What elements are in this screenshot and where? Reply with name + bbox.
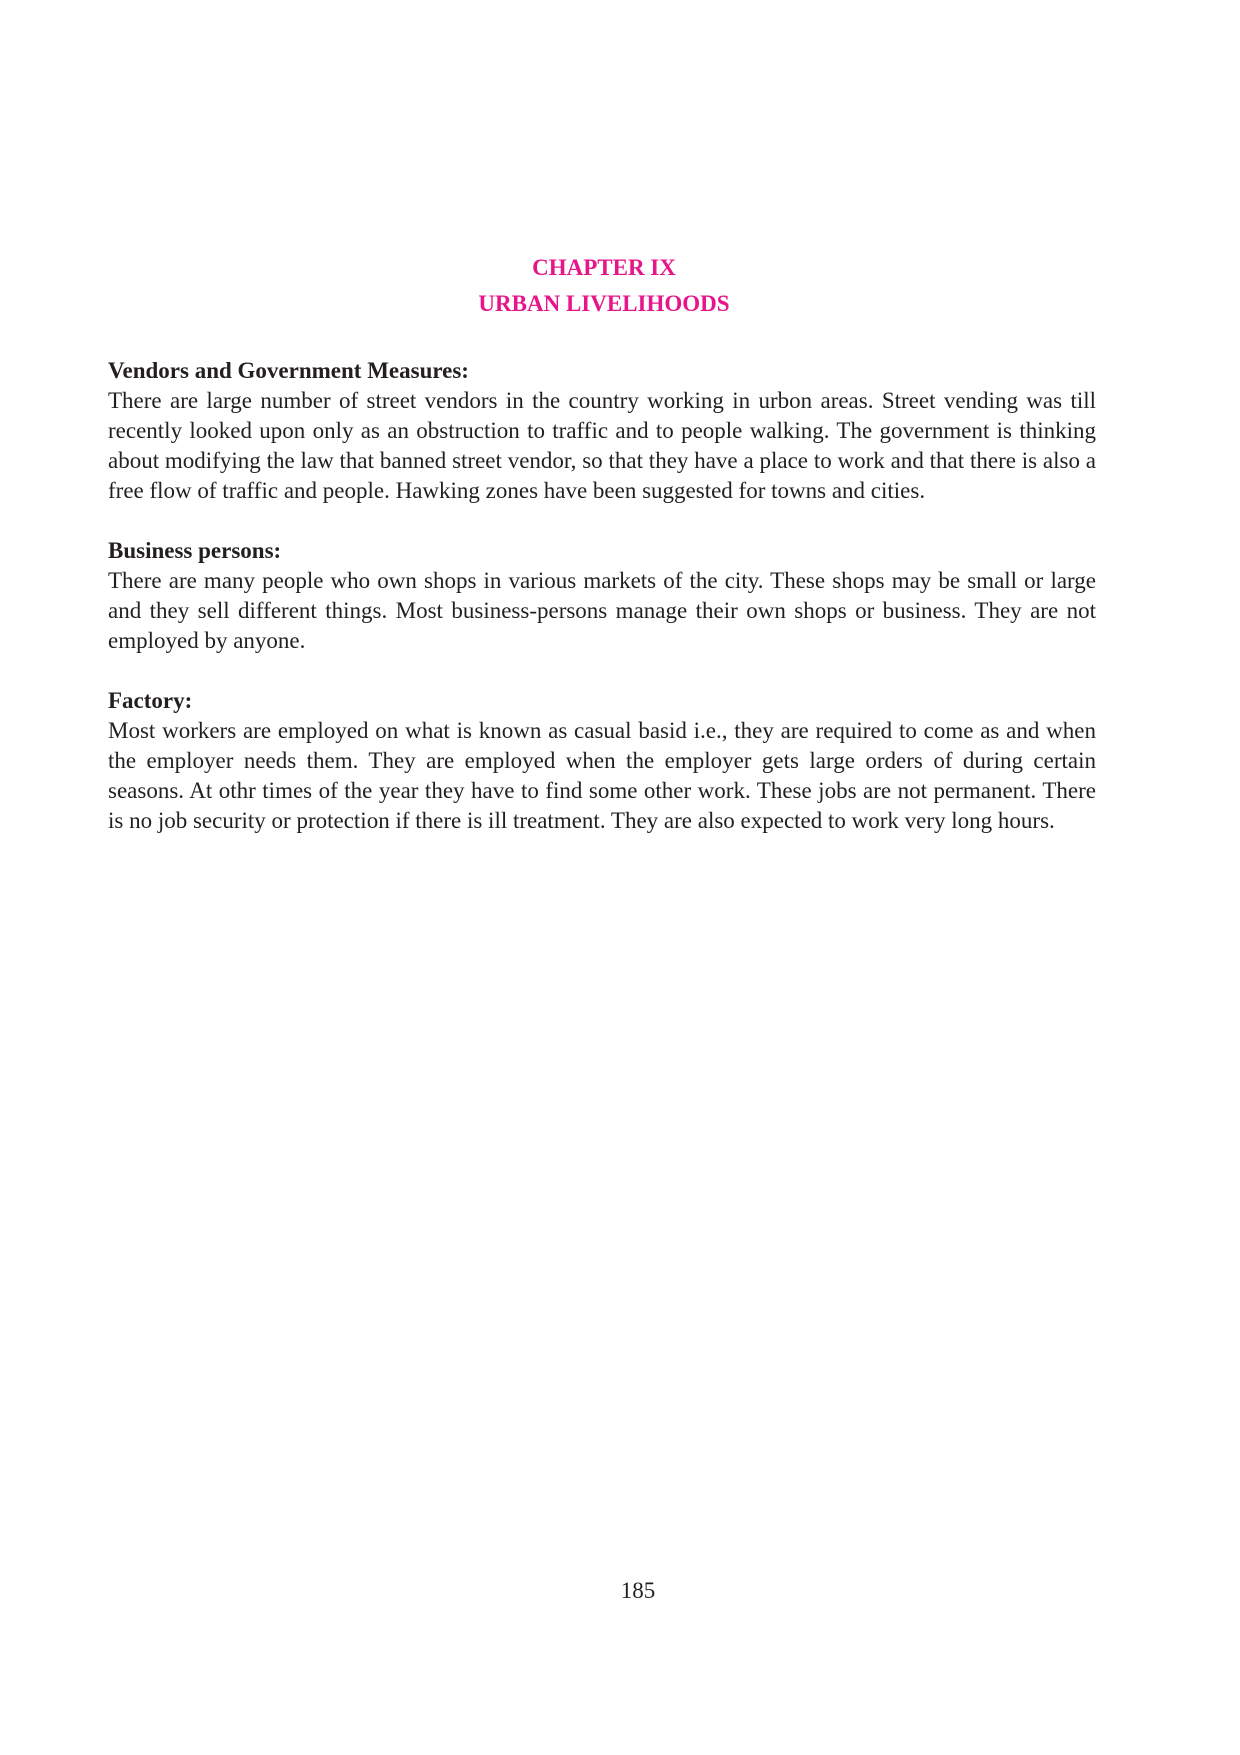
chapter-number: CHAPTER IX <box>532 255 676 280</box>
section-heading: Factory: <box>108 688 193 713</box>
section-vendors <box>108 356 1096 506</box>
section-heading: Business persons: <box>108 538 282 563</box>
section-factory <box>108 686 1096 836</box>
chapter-title: URBAN LIVELIHOODS <box>478 291 730 316</box>
chapter-heading <box>0 250 1208 322</box>
main-content <box>108 356 1096 866</box>
section-body: There are many people who own shops in various markets of the city. These shops may be small or large and they sell different things. Most business-persons manage their own shops or business. They are not employed by anyone. <box>108 568 1096 653</box>
section-body: Most workers are employed on what is known as casual basid i.e., they are required to come as and when the employer needs them. They are employed when the employer gets large orders of during certain seasons. At othr times of the year they have to find some other work. These jobs are not permanent. There is no job security or protection if there is ill treatment. They are also expected to work very long hours. <box>108 718 1096 833</box>
section-business-persons <box>108 536 1096 656</box>
page-number: 185 <box>620 1578 656 1603</box>
section-heading: Vendors and Government Measures: <box>108 358 469 383</box>
section-body: There are large number of street vendors in the country working in urbon areas. Street vending was till recently looked upon only as an obstruction to traffic and to people walking. The government is thinking about modifying the law that banned street vendor, so that they have a place to work and that there is also a free flow of traffic and people. Hawking zones have been suggested for towns and cities. <box>108 388 1096 503</box>
